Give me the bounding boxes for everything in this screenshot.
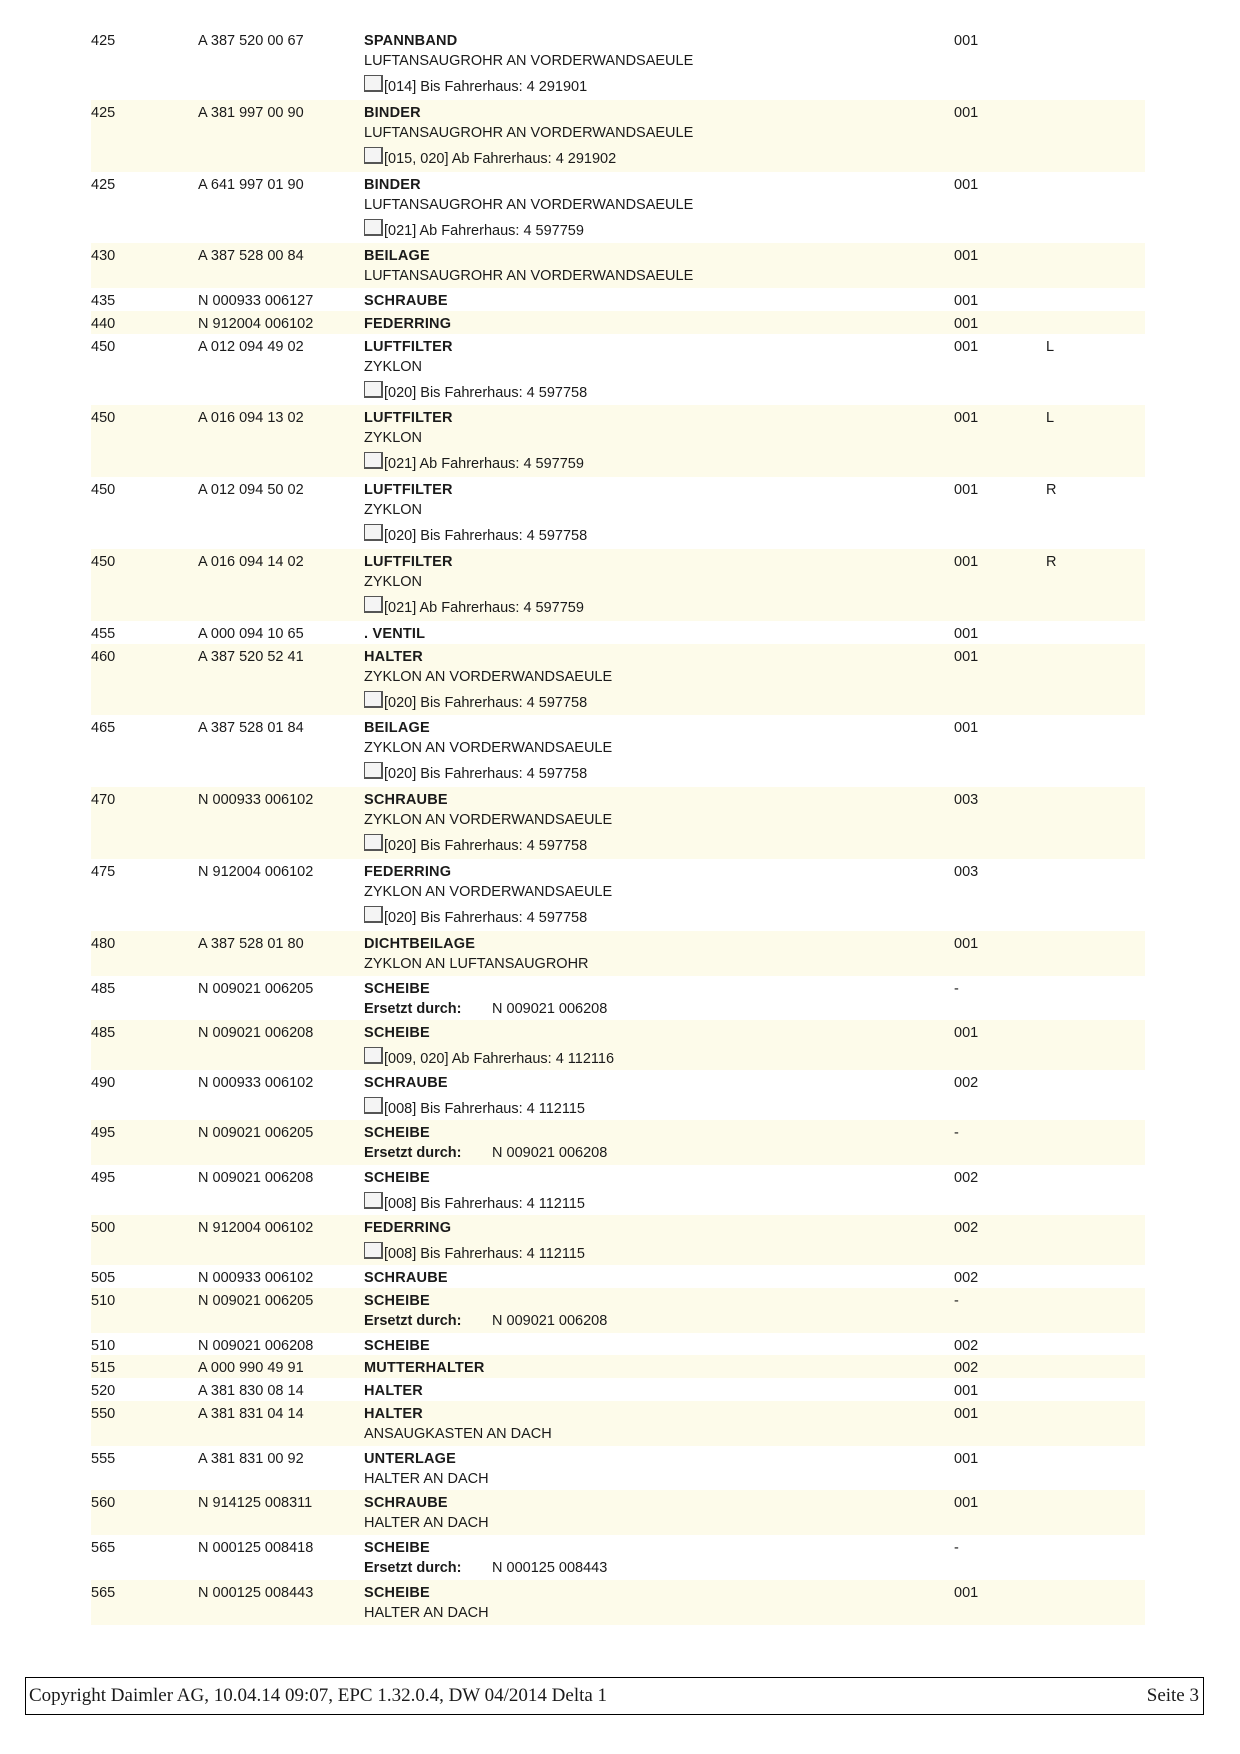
position-number: 500 bbox=[91, 1220, 116, 1237]
validity-note-text: [020] Bis Fahrerhaus: 4 597758 bbox=[384, 766, 588, 783]
part-title: SCHEIBE bbox=[364, 1584, 430, 1601]
replaced-by-part: N 009021 006208 bbox=[492, 1312, 608, 1329]
quantity: 002 bbox=[954, 1075, 979, 1092]
quantity: 003 bbox=[954, 792, 979, 809]
replaced-by-label: Ersetzt durch: bbox=[364, 1000, 462, 1017]
table-row bbox=[91, 1378, 1145, 1401]
part-title: SCHEIBE bbox=[364, 1337, 430, 1354]
part-number: A 012 094 50 02 bbox=[198, 482, 304, 499]
validity-note bbox=[364, 524, 924, 546]
quantity: 001 bbox=[954, 176, 979, 193]
description-cell bbox=[364, 718, 924, 784]
replaced-by-label: Ersetzt durch: bbox=[364, 1312, 462, 1329]
validity-note-text: [020] Bis Fahrerhaus: 4 597758 bbox=[384, 384, 588, 401]
table-row bbox=[91, 1165, 1145, 1215]
description-cell bbox=[364, 1336, 924, 1356]
part-number: N 000933 006102 bbox=[198, 1075, 314, 1092]
description-cell bbox=[364, 1381, 924, 1401]
part-title: LUFTFILTER bbox=[364, 482, 453, 499]
description-cell bbox=[364, 862, 924, 928]
part-title: HALTER bbox=[364, 1383, 423, 1400]
quantity: 001 bbox=[954, 720, 979, 737]
part-number: N 000933 006102 bbox=[198, 1270, 314, 1287]
table-row bbox=[91, 334, 1145, 406]
position-number: 515 bbox=[91, 1360, 116, 1377]
table-row bbox=[91, 243, 1145, 288]
part-number: A 387 528 01 84 bbox=[198, 720, 304, 737]
table-row bbox=[91, 1070, 1145, 1120]
quantity: 001 bbox=[954, 338, 979, 355]
document-icon[interactable] bbox=[364, 596, 383, 613]
table-row bbox=[91, 311, 1145, 334]
page-footer bbox=[25, 1677, 1204, 1715]
validity-note-text: [009, 020] Ab Fahrerhaus: 4 112116 bbox=[384, 1051, 615, 1068]
description-cell bbox=[364, 1538, 924, 1578]
part-number: N 000933 006127 bbox=[198, 293, 314, 310]
validity-note bbox=[364, 762, 924, 784]
table-row bbox=[91, 100, 1145, 172]
table-row bbox=[91, 549, 1145, 621]
replaced-by-label: Ersetzt durch: bbox=[364, 1560, 462, 1577]
part-title: LUFTFILTER bbox=[364, 410, 453, 427]
quantity: 001 bbox=[954, 293, 979, 310]
validity-note bbox=[364, 1192, 924, 1214]
quantity: 001 bbox=[954, 33, 979, 49]
page-number: Seite 3 bbox=[1146, 1685, 1199, 1706]
table-row bbox=[91, 787, 1145, 859]
position-number: 555 bbox=[91, 1450, 116, 1467]
description-line: ANSAUGKASTEN AN DACH bbox=[364, 1425, 552, 1442]
part-title: HALTER bbox=[364, 648, 423, 665]
part-title: UNTERLAGE bbox=[364, 1450, 457, 1467]
part-number: N 912004 006102 bbox=[198, 315, 314, 332]
part-number: A 387 528 00 84 bbox=[198, 248, 304, 265]
description-cell bbox=[364, 246, 924, 286]
replaced-by bbox=[364, 1558, 924, 1578]
validity-note bbox=[364, 834, 924, 856]
quantity: 002 bbox=[954, 1220, 979, 1237]
part-title: SCHEIBE bbox=[364, 1025, 430, 1042]
part-title: BINDER bbox=[364, 176, 421, 193]
quantity: 002 bbox=[954, 1270, 979, 1287]
description-line: ZYKLON AN VORDERWANDSAEULE bbox=[364, 740, 613, 757]
part-title: SCHRAUBE bbox=[364, 1270, 448, 1287]
description-cell bbox=[364, 1291, 924, 1331]
table-row bbox=[91, 1355, 1145, 1378]
part-number: N 009021 006208 bbox=[198, 1337, 314, 1354]
quantity: - bbox=[954, 1540, 959, 1557]
description-cell bbox=[364, 1023, 924, 1069]
part-title: SCHEIBE bbox=[364, 1540, 430, 1557]
part-title: SCHEIBE bbox=[364, 1125, 430, 1142]
table-row bbox=[91, 859, 1145, 931]
table-row bbox=[91, 1401, 1145, 1446]
description-cell bbox=[364, 408, 924, 474]
quantity: 001 bbox=[954, 1450, 979, 1467]
quantity: - bbox=[954, 1125, 959, 1142]
part-title: SCHRAUBE bbox=[364, 1495, 448, 1512]
replaced-by bbox=[364, 999, 924, 1019]
position-number: 465 bbox=[91, 720, 116, 737]
table-row bbox=[91, 1120, 1145, 1165]
quantity: 002 bbox=[954, 1337, 979, 1354]
validity-note-text: [020] Bis Fahrerhaus: 4 597758 bbox=[384, 694, 588, 711]
position-number: 470 bbox=[91, 792, 116, 809]
position-number: 485 bbox=[91, 980, 116, 997]
part-title: BEILAGE bbox=[364, 248, 430, 265]
description-line: HALTER AN DACH bbox=[364, 1470, 489, 1487]
validity-note-text: [020] Bis Fahrerhaus: 4 597758 bbox=[384, 528, 588, 545]
part-number: N 009021 006208 bbox=[198, 1025, 314, 1042]
quantity: 001 bbox=[954, 935, 979, 952]
position-number: 490 bbox=[91, 1075, 116, 1092]
side-code: L bbox=[1046, 410, 1055, 427]
table-row bbox=[91, 644, 1145, 716]
quantity: 001 bbox=[954, 1495, 979, 1512]
description-cell bbox=[364, 1123, 924, 1163]
position-number: 450 bbox=[91, 554, 116, 571]
part-number: N 912004 006102 bbox=[198, 863, 314, 880]
side-code: R bbox=[1046, 482, 1057, 499]
quantity: 001 bbox=[954, 1025, 979, 1042]
quantity: 001 bbox=[954, 410, 979, 427]
description-line: HALTER AN DACH bbox=[364, 1604, 489, 1621]
position-number: 425 bbox=[91, 176, 116, 193]
part-number: A 641 997 01 90 bbox=[198, 176, 304, 193]
description-cell bbox=[364, 480, 924, 546]
part-number: A 016 094 14 02 bbox=[198, 554, 304, 571]
position-number: 510 bbox=[91, 1337, 116, 1354]
validity-note-text: [020] Bis Fahrerhaus: 4 597758 bbox=[384, 909, 588, 926]
description-cell bbox=[364, 31, 924, 97]
table-row bbox=[91, 477, 1145, 549]
part-number: A 000 990 49 91 bbox=[198, 1360, 304, 1377]
description-cell bbox=[364, 1073, 924, 1119]
part-number: A 387 520 00 67 bbox=[198, 33, 304, 49]
quantity: 001 bbox=[954, 625, 979, 642]
quantity: 002 bbox=[954, 1360, 979, 1377]
quantity: 001 bbox=[954, 1405, 979, 1422]
document-icon[interactable] bbox=[364, 691, 383, 708]
part-number: A 381 830 08 14 bbox=[198, 1383, 304, 1400]
validity-note bbox=[364, 1242, 924, 1264]
part-title: HALTER bbox=[364, 1405, 423, 1422]
table-row bbox=[91, 1265, 1145, 1288]
description-line: ZYKLON bbox=[364, 502, 423, 519]
part-number: A 381 831 04 14 bbox=[198, 1405, 304, 1422]
quantity: 001 bbox=[954, 648, 979, 665]
part-title: SCHEIBE bbox=[364, 1292, 430, 1309]
description-cell bbox=[364, 790, 924, 856]
position-number: 565 bbox=[91, 1584, 116, 1601]
part-number: N 009021 006205 bbox=[198, 1125, 314, 1142]
table-row bbox=[91, 172, 1145, 244]
document-icon[interactable] bbox=[364, 1242, 383, 1259]
replaced-by-part: N 009021 006208 bbox=[492, 1145, 608, 1162]
validity-note-text: [014] Bis Fahrerhaus: 4 291901 bbox=[384, 79, 588, 95]
document-icon[interactable] bbox=[364, 906, 383, 923]
validity-note bbox=[364, 1047, 924, 1069]
description-line: LUFTANSAUGROHR AN VORDERWANDSAEULE bbox=[364, 196, 694, 213]
part-number: A 016 094 13 02 bbox=[198, 410, 304, 427]
part-number: N 009021 006205 bbox=[198, 1292, 314, 1309]
description-cell bbox=[364, 1449, 924, 1489]
position-number: 440 bbox=[91, 315, 116, 332]
document-icon[interactable] bbox=[364, 1047, 383, 1064]
position-number: 425 bbox=[91, 33, 116, 49]
replaced-by bbox=[364, 1311, 924, 1331]
part-title: BEILAGE bbox=[364, 720, 430, 737]
description-line: ZYKLON bbox=[364, 430, 423, 447]
part-number: N 009021 006208 bbox=[198, 1170, 314, 1187]
quantity: 001 bbox=[954, 1584, 979, 1601]
position-number: 475 bbox=[91, 863, 116, 880]
description-line: LUFTANSAUGROHR AN VORDERWANDSAEULE bbox=[364, 268, 694, 285]
position-number: 520 bbox=[91, 1383, 116, 1400]
description-line: ZYKLON bbox=[364, 574, 423, 591]
description-cell bbox=[364, 337, 924, 403]
table-row bbox=[91, 1020, 1145, 1070]
part-title: SCHEIBE bbox=[364, 980, 430, 997]
part-number: A 387 528 01 80 bbox=[198, 935, 304, 952]
position-number: 435 bbox=[91, 293, 116, 310]
description-cell bbox=[364, 934, 924, 974]
description-cell bbox=[364, 314, 924, 334]
quantity: 001 bbox=[954, 1383, 979, 1400]
validity-note-text: [015, 020] Ab Fahrerhaus: 4 291902 bbox=[384, 150, 617, 167]
position-number: 450 bbox=[91, 482, 116, 499]
document-icon[interactable] bbox=[364, 75, 383, 92]
description-line: ZYKLON bbox=[364, 358, 423, 375]
position-number: 450 bbox=[91, 338, 116, 355]
description-cell bbox=[364, 1168, 924, 1214]
document-icon[interactable] bbox=[364, 524, 383, 541]
quantity: 001 bbox=[954, 104, 979, 121]
part-title: SCHRAUBE bbox=[364, 293, 448, 310]
quantity: 001 bbox=[954, 482, 979, 499]
replaced-by-part: N 009021 006208 bbox=[492, 1000, 608, 1017]
quantity: 002 bbox=[954, 1170, 979, 1187]
part-number: N 000125 008418 bbox=[198, 1540, 314, 1557]
document-icon[interactable] bbox=[364, 1192, 383, 1209]
parts-table bbox=[91, 28, 1145, 1625]
quantity: - bbox=[954, 980, 959, 997]
validity-note bbox=[364, 452, 924, 474]
document-icon[interactable] bbox=[364, 834, 383, 851]
part-title: LUFTFILTER bbox=[364, 338, 453, 355]
quantity: 001 bbox=[954, 315, 979, 332]
position-number: 425 bbox=[91, 104, 116, 121]
validity-note bbox=[364, 219, 924, 241]
description-cell bbox=[364, 624, 924, 644]
part-number: N 000933 006102 bbox=[198, 792, 314, 809]
validity-note bbox=[364, 381, 924, 403]
table-row bbox=[91, 1288, 1145, 1333]
part-number: N 000125 008443 bbox=[198, 1584, 314, 1601]
document-icon[interactable] bbox=[364, 381, 383, 398]
document-icon[interactable] bbox=[364, 147, 383, 164]
replaced-by-label: Ersetzt durch: bbox=[364, 1145, 462, 1162]
part-number: N 009021 006205 bbox=[198, 980, 314, 997]
table-row bbox=[91, 1535, 1145, 1580]
document-icon[interactable] bbox=[364, 762, 383, 779]
part-title: FEDERRING bbox=[364, 1220, 452, 1237]
validity-note bbox=[364, 906, 924, 928]
validity-note bbox=[364, 596, 924, 618]
copyright-text: Copyright Daimler AG, 10.04.14 09:07, EPC 1.32.0.4, DW 04/2014 Delta 1 bbox=[29, 1685, 608, 1706]
validity-note-text: [021] Ab Fahrerhaus: 4 597759 bbox=[384, 600, 584, 617]
part-title: SCHRAUBE bbox=[364, 792, 448, 809]
part-title: . VENTIL bbox=[364, 625, 426, 642]
part-number: A 000 094 10 65 bbox=[198, 625, 304, 642]
side-code: R bbox=[1046, 554, 1057, 571]
validity-note-text: [008] Bis Fahrerhaus: 4 112115 bbox=[384, 1196, 585, 1213]
part-title: SPANNBAND bbox=[364, 33, 458, 49]
table-row bbox=[91, 931, 1145, 976]
table-row bbox=[91, 715, 1145, 787]
table-row bbox=[91, 1580, 1145, 1625]
table-row bbox=[91, 1333, 1145, 1356]
part-number: A 012 094 49 02 bbox=[198, 338, 304, 355]
validity-note-text: [008] Bis Fahrerhaus: 4 112115 bbox=[384, 1246, 585, 1263]
validity-note bbox=[364, 1097, 924, 1119]
position-number: 560 bbox=[91, 1495, 116, 1512]
description-cell bbox=[364, 1358, 924, 1378]
replaced-by bbox=[364, 1143, 924, 1163]
table-row bbox=[91, 28, 1145, 100]
position-number: 495 bbox=[91, 1125, 116, 1142]
table-row bbox=[91, 1446, 1145, 1491]
validity-note-text: [020] Bis Fahrerhaus: 4 597758 bbox=[384, 838, 588, 855]
validity-note-text: [021] Ab Fahrerhaus: 4 597759 bbox=[384, 456, 584, 473]
description-cell bbox=[364, 1404, 924, 1444]
table-row bbox=[91, 1490, 1145, 1535]
table-row bbox=[91, 621, 1145, 644]
position-number: 505 bbox=[91, 1270, 116, 1287]
description-line: ZYKLON AN VORDERWANDSAEULE bbox=[364, 668, 613, 685]
position-number: 550 bbox=[91, 1405, 116, 1422]
description-cell bbox=[364, 1268, 924, 1288]
description-line: ZYKLON AN LUFTANSAUGROHR bbox=[364, 955, 589, 972]
description-cell bbox=[364, 552, 924, 618]
part-title: MUTTERHALTER bbox=[364, 1360, 485, 1377]
position-number: 565 bbox=[91, 1540, 116, 1557]
description-cell bbox=[364, 647, 924, 713]
table-row bbox=[91, 405, 1145, 477]
validity-note bbox=[364, 691, 924, 713]
part-number: A 381 831 00 92 bbox=[198, 1450, 304, 1467]
quantity: - bbox=[954, 1292, 959, 1309]
validity-note bbox=[364, 147, 924, 169]
part-title: BINDER bbox=[364, 104, 421, 121]
part-title: SCHRAUBE bbox=[364, 1075, 448, 1092]
part-title: DICHTBEILAGE bbox=[364, 935, 476, 952]
part-number: N 912004 006102 bbox=[198, 1220, 314, 1237]
position-number: 430 bbox=[91, 248, 116, 265]
description-cell bbox=[364, 291, 924, 311]
position-number: 510 bbox=[91, 1292, 116, 1309]
position-number: 450 bbox=[91, 410, 116, 427]
validity-note-text: [008] Bis Fahrerhaus: 4 112115 bbox=[384, 1101, 585, 1118]
description-cell bbox=[364, 1218, 924, 1264]
side-code: L bbox=[1046, 338, 1055, 355]
document-icon[interactable] bbox=[364, 452, 383, 469]
part-title: FEDERRING bbox=[364, 863, 452, 880]
table-row bbox=[91, 976, 1145, 1021]
part-number: A 387 520 52 41 bbox=[198, 648, 304, 665]
table-row bbox=[91, 288, 1145, 311]
quantity: 001 bbox=[954, 248, 979, 265]
description-line: ZYKLON AN VORDERWANDSAEULE bbox=[364, 883, 613, 900]
description-cell bbox=[364, 103, 924, 169]
position-number: 480 bbox=[91, 935, 116, 952]
position-number: 485 bbox=[91, 1025, 116, 1042]
description-cell bbox=[364, 175, 924, 241]
table-row bbox=[91, 1215, 1145, 1265]
part-number: A 381 997 00 90 bbox=[198, 104, 304, 121]
replaced-by-part: N 000125 008443 bbox=[492, 1560, 608, 1577]
description-line: LUFTANSAUGROHR AN VORDERWANDSAEULE bbox=[364, 124, 694, 141]
part-title: LUFTFILTER bbox=[364, 554, 453, 571]
description-cell bbox=[364, 1583, 924, 1623]
description-line: ZYKLON AN VORDERWANDSAEULE bbox=[364, 812, 613, 829]
quantity: 001 bbox=[954, 554, 979, 571]
description-cell bbox=[364, 979, 924, 1019]
document-icon[interactable] bbox=[364, 219, 383, 236]
validity-note-text: [021] Ab Fahrerhaus: 4 597759 bbox=[384, 222, 584, 239]
description-line: LUFTANSAUGROHR AN VORDERWANDSAEULE bbox=[364, 53, 694, 69]
part-title: SCHEIBE bbox=[364, 1170, 430, 1187]
description-cell bbox=[364, 1493, 924, 1533]
validity-note bbox=[364, 75, 924, 97]
position-number: 460 bbox=[91, 648, 116, 665]
part-number: N 914125 008311 bbox=[198, 1495, 313, 1512]
part-title: FEDERRING bbox=[364, 315, 452, 332]
position-number: 495 bbox=[91, 1170, 116, 1187]
quantity: 003 bbox=[954, 863, 979, 880]
document-icon[interactable] bbox=[364, 1097, 383, 1114]
description-line: HALTER AN DACH bbox=[364, 1515, 489, 1532]
position-number: 455 bbox=[91, 625, 116, 642]
